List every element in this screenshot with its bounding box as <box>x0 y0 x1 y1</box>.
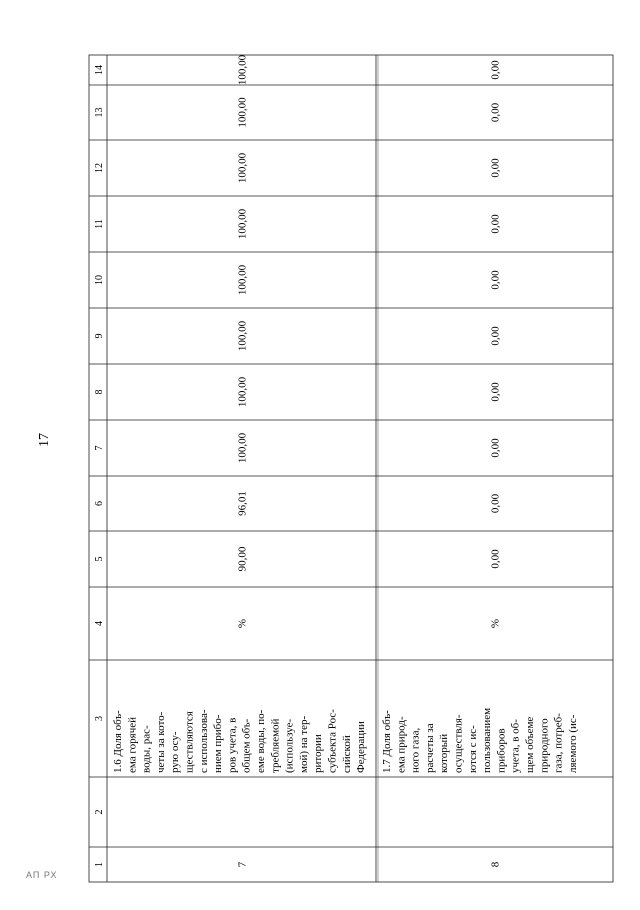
indicator-description-line: общем объ- <box>240 718 253 773</box>
value-cell: 90,00 <box>236 546 249 572</box>
value-cell: 0,00 <box>489 214 502 234</box>
indicator-description-line: сийской <box>340 735 353 773</box>
indicator-description-line: природного <box>538 718 551 773</box>
indicator-description-line: осуществля- <box>452 714 465 773</box>
indicator-description-line: ются с ис- <box>466 725 479 773</box>
unit-cell: % <box>489 618 502 629</box>
value-cell: 0,00 <box>489 382 502 402</box>
column-number: 14 <box>94 65 105 75</box>
page-number: 17 <box>37 433 52 447</box>
indicator-description-line: мой) на тер- <box>297 715 310 773</box>
column-number: 3 <box>94 716 105 721</box>
indicator-description-line: еме воды, по- <box>255 709 267 773</box>
indicator-description-line: ществляются <box>183 711 196 773</box>
indicator-description-line: Федерации <box>355 721 368 773</box>
indicator-description-line: ема природ- <box>395 716 408 773</box>
indicator-description-line: приборов <box>495 728 508 773</box>
unit-cell: % <box>236 618 249 629</box>
row-number: 8 <box>489 861 502 868</box>
column-number: 4 <box>94 621 105 626</box>
indicator-description-line: воды, рас- <box>140 725 153 773</box>
column-number: 12 <box>94 163 105 173</box>
column-number: 5 <box>94 556 105 562</box>
value-cell: 0,00 <box>489 549 502 569</box>
indicator-description-line: нием прибо- <box>212 714 225 773</box>
footer-code: АП РХ <box>26 870 58 880</box>
value-cell: 100,00 <box>236 152 249 184</box>
indicator-description-line: ного газа, <box>409 727 422 773</box>
value-cell: 0,00 <box>489 270 502 290</box>
column-number: 2 <box>94 809 105 815</box>
indicator-description-line: пользованием <box>481 707 494 773</box>
indicator-description-line: 1.6 Доля объ- <box>112 710 124 773</box>
table-cells <box>89 54 613 882</box>
column-number: 1 <box>94 862 105 867</box>
value-cell: 100,00 <box>236 264 249 296</box>
value-cell: 0,00 <box>489 493 502 514</box>
column-number: 6 <box>94 501 105 506</box>
value-cell: 100,00 <box>236 432 249 464</box>
indicator-description-line: требляемой <box>269 718 282 773</box>
rotated-table <box>89 54 613 882</box>
value-cell: 96,01 <box>236 491 249 516</box>
indicator-description-line: газа, потреб- <box>552 713 565 773</box>
indicator-description-line: который <box>438 733 451 773</box>
indicator-description-line: ритории <box>312 734 325 773</box>
indicator-description-line: четы за кото- <box>154 711 167 773</box>
value-cell: 0,00 <box>489 158 502 178</box>
value-cell: 0,00 <box>489 438 502 458</box>
value-cell: 0,00 <box>489 102 502 123</box>
value-cell: 0,00 <box>489 60 502 80</box>
indicator-description-line: рую осу- <box>169 731 182 773</box>
indicator-description-line: щем объеме <box>524 716 536 773</box>
value-cell: 100,00 <box>236 54 249 86</box>
indicator-description-line: ляемого (ис- <box>566 714 579 773</box>
value-cell: 100,00 <box>236 208 249 240</box>
value-cell: 100,00 <box>236 320 249 352</box>
value-cell: 0,00 <box>489 326 502 346</box>
indicator-description-line: учета, в об- <box>509 719 522 773</box>
column-number: 13 <box>94 107 105 118</box>
indicator-description-line: ров учета, в <box>226 717 239 773</box>
row-number: 7 <box>236 861 249 868</box>
indicator-description-line: расчеты за <box>423 723 436 773</box>
indicator-description-line: с использова- <box>197 709 210 773</box>
value-cell: 100,00 <box>236 97 249 128</box>
indicator-description-line: (используе- <box>283 718 296 773</box>
indicator-description-line: субъекта Рос- <box>326 709 339 773</box>
column-number: 10 <box>94 275 105 285</box>
column-number: 11 <box>94 219 105 229</box>
indicator-description-line: 1.7 Доля объ- <box>381 710 393 773</box>
column-number: 8 <box>94 389 105 395</box>
column-number: 9 <box>94 333 105 339</box>
column-number: 7 <box>94 445 105 451</box>
indicator-description-line: ема горячей <box>126 717 139 773</box>
value-cell: 100,00 <box>236 376 249 408</box>
